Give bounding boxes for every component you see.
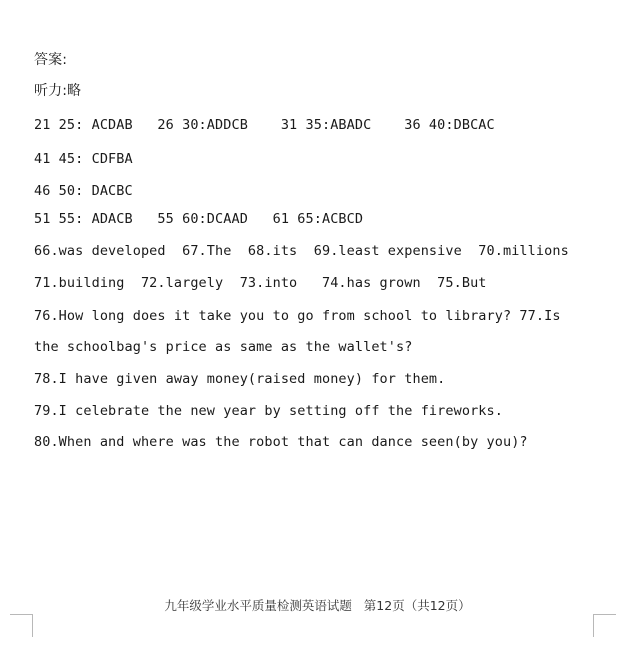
answer-line: 80.When and where was the robot that can dance seen(by you)?: [34, 434, 528, 450]
answer-line: 71.building 72.largely 73.into 74.has grown 75.But: [34, 275, 487, 291]
crop-mark-bottom-right: [593, 614, 616, 637]
answer-line: 78.I have given away money(raised money) for them.: [34, 371, 446, 387]
page-footer: 九年级学业水平质量检测英语试题 第12页（共12页）: [164, 598, 471, 613]
answer-line: the schoolbag's price as same as the wallet's?: [34, 339, 413, 355]
listening-note: 听力:略: [34, 83, 82, 99]
answer-line: 41 45: CDFBA: [34, 151, 133, 167]
answer-line: 21 25: ACDAB 26 30:ADDCB 31 35:ABADC 36 40:DBCAC: [34, 117, 495, 133]
crop-mark-bottom-left: [10, 614, 33, 637]
answers-heading: 答案:: [34, 52, 68, 68]
answer-line: 76.How long does it take you to go from school to library? 77.Is: [34, 308, 561, 324]
answer-line: 46 50: DACBC: [34, 183, 133, 199]
answer-line: 79.I celebrate the new year by setting off the fireworks.: [34, 403, 503, 419]
answer-line: 66.was developed 67.The 68.its 69.least expensive 70.millions: [34, 243, 569, 259]
answer-line: 51 55: ADACB 55 60:DCAAD 61 65:ACBCD: [34, 211, 364, 227]
